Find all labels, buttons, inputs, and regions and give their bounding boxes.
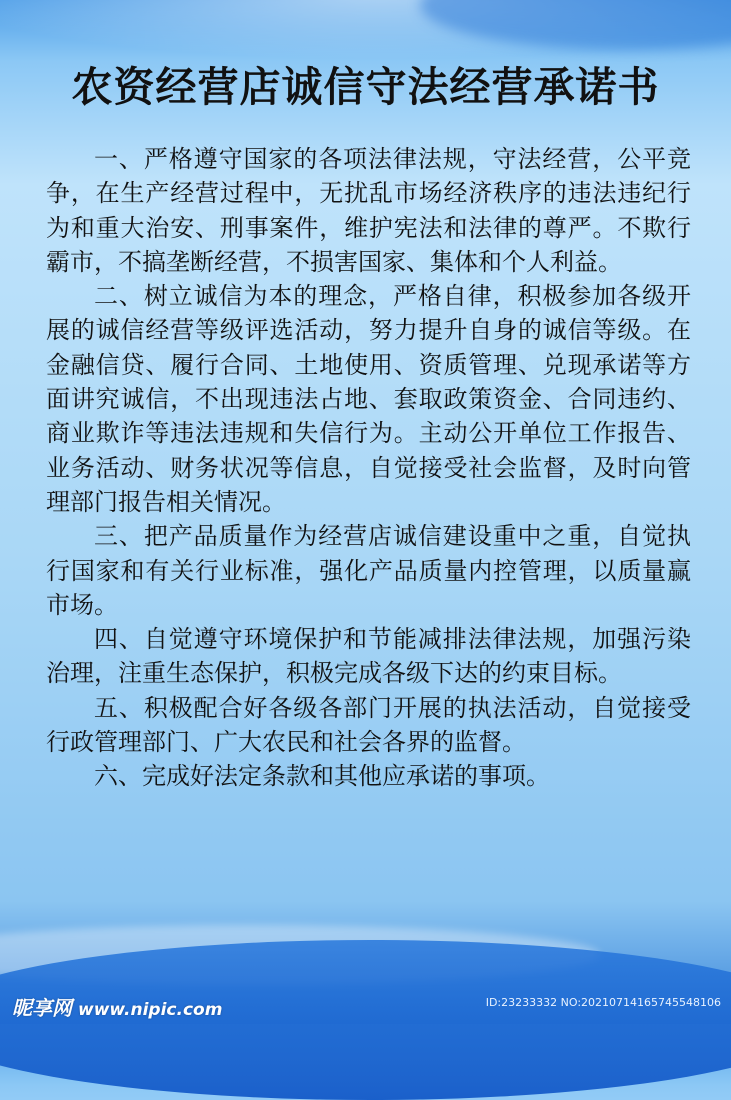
watermark-id: ID:23233332 NO:20210714165745548106 [485, 996, 721, 1009]
paragraph-2: 二、树立诚信为本的理念，严格自律，积极参加各级开展的诚信经营等级评选活动，努力提升自身的诚信等级。在金融信贷、履行合同、土地使用、资质管理、兑现承诺等方面讲究诚信，不出现违法占地、套取政策资金、合同违约、商业欺诈等违法违规和失信行为。主动公开单位工作报告、业务活动、财务状况等信息，自觉接受社会监督，及时向管理部门报告相关情况。 [46, 282, 691, 516]
watermark-url: www.nipic.com [78, 1000, 223, 1020]
paragraph-6: 六、完成好法定条款和其他应承诺的事项。 [94, 762, 550, 791]
paragraph-3: 三、把产品质量作为经营店诚信建设重中之重，自觉执行国家和有关行业标准，强化产品质量内控管理，以质量赢市场。 [46, 522, 691, 619]
watermark-logo-text: 昵享网 [12, 996, 72, 1020]
paragraph-1: 一、严格遵守国家的各项法律法规，守法经营，公平竞争，在生产经营过程中，无扰乱市场经济秩序的违法违纪行为和重大治安、刑事案件，维护宪法和法律的尊严。不欺行霸市，不搞垄断经营，不损害国家、集体和个人利益。 [46, 145, 691, 276]
commitment-body [46, 142, 691, 794]
paragraph-5: 五、积极配合好各级各部门开展的执法活动，自觉接受行政管理部门、广大农民和社会各界的监督。 [46, 693, 691, 757]
paragraph-4: 四、自觉遵守环境保护和节能减排法律法规，加强污染治理，注重生态保护，积极完成各级下达的约束目标。 [46, 625, 691, 688]
watermark-logo [12, 992, 222, 1021]
page-title: 农资经营店诚信守法经营承诺书 [71, 63, 660, 111]
